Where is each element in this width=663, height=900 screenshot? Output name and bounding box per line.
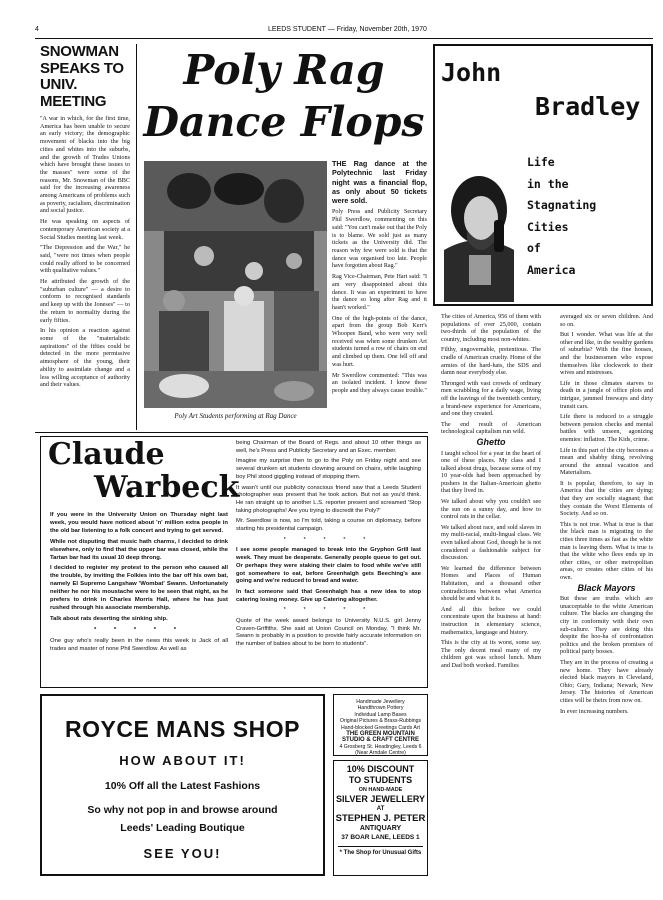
poly-rag-lead: THE Rag dance at the Polytechnic last Friday night was a financial flop, as only about 50 tickets were sold. [332,159,427,206]
royce-line1: HOW ABOUT IT! [119,753,246,768]
royce-title: ROYCE MANS SHOP [65,716,300,742]
royce-line5: SEE YOU! [143,846,222,861]
bradley-portrait [439,150,519,302]
bradley-name-last: Bradley [535,92,641,121]
bradley-col-1: The cities of America, 956 of them with populations of over 25,000, contain two-thirds of the population of the country, including most non-whites. Filthy, ungovernable, pretentious. The cradle of American cruelty. Home of the armies of the hard-hats, the SDS and damn near everybody else. Thronged with vast crowds of ordinary men scrabbling for a daily wage, living off the leavings of the twentieth century, a brand-new experience for Americans, and one they created. The end result of American technological capitalism run wild. Ghetto I taught school for a year in the heart of one of these places. My class and I talked about drugs, because some of my 10 year-olds had been approached by pushers in the Italian-American ghetto that they lived in. We talked about why you couldn't see the sun on a sunny day, and how to control rats in the cellar. We talked about race, and sold slaves in my multi-racial, multi-lingual class. We even talked about God, though he is not considered a fashionable subject for discussion. We learned the difference between Homes and Places of Human Habitation, and a thousand other contradictions between what America should be and what it is. And all this before we could concentrate upon the business at hand: instruction in elementary science, mathematics, language and history. This is the city at its worst, some say. The only decent meal many of my children got was school lunch. Mum and Dad both worked. Families [441,313,541,669]
bradley-name-first: John [441,58,502,87]
claude-col-2: being Chairman of the Board of Regs. and about 10 other things as well, he's Press and Publicity Secretary and an Exec. member. Imagine my surprise then to go to the Poly on Friday night and see several drunken art students clowning around on chairs, while laughing boy Phil stood giggling instead of stopping them. It wasn't until our publicity conscious friend saw that a Leeds Student photographer was present that he took action. But not as you'd think. He ran straight up to another L.S. reporter present and screamed 'Stop taking photographs! Are you trying to discredit the Poly?' Mr. Swerdlow is now, so I'm told, taking a course on diplomacy, before starting his presidential campaign. * * * * * I see some people managed to break into the Gryphon Grill last week. They must be desperate. Generally people queue to get out. Or perhaps they were staking their claim to food while we've still got somewhere to eat, before Greenhalgh gets Beeching's axe going and we're reduced to bread and water. In fact someone said that Greenhalgh has a new idea to stop catering losing money. Give up Catering altogether. * * * * * Quote of the week award belongs to University N.U.S. girl Jenny Craven-Griffiths. She said at Union Council on Monday, "I think Mr. Swann is probably in a position to provide fairly accurate information on the number of babies about to be born to students". [236,440,421,648]
rag-dance-photo [144,161,327,408]
bradley-col-2: averaged six or seven children. And so on. But I wonder. What was life at the other end like, in the wealthy gardens of suburbia? With the fine houses, and the businessmen who expose themselves like clockwork to their wives and mistresses. Life in those climates starves to death in a jungle of office plots and intrigue, jammed freeways and dirty transit cars. Life there is reduced to a struggle between pension checks and mental battles with unseen, agonizing enemies: inflation. The Kids, crime. Life in this part of the city becomes a mean and shabby thing, revolving around the annual vacation and Materialism. It is popular, therefore, to say in America that the cities are dying; that they are socially stagnant; that they contain the Worst Elements of Society. And so on. This is not true. What is true is that the black man is migrating to the cities three times as fast as the white man is leaving them. What is true is that the white who flees ends up in other cities, or other metropolitan areas, or creates other cities of his own. Black Mayors But these are truths which are unacceptable to the white American culture. The blacks are changing the city in conformity with their own sub-culture. They are doing this despite the hoo-ha of confrontation politics and the broken promises of political party bosses. They are in the process of creating a new home. They have already elected black mayors in Cleveland, Ohio; Gary, Indiana; Newark, New Jersey. The histories of American cities will be theirs from now on. In ever increasing numbers. [560,313,653,715]
portrait-image [439,150,519,302]
ghetto-subhead: Ghetto [476,436,506,447]
royce-line2: 10% Off all the Latest Fashions [104,780,261,792]
snowman-body: "A war in which, for the first time, America has been unable to secure an early victory; the demographic movement of blacks into the big cities and whites into the suburbs, and the growth of Trades Unions which have brought these issues to the masses" were some of the reasons, Mr. Snowman of the BBC said for the increasing awareness among Americans of problems such as poverty, racialism, discrimination and social justice. He was speaking on aspects of contemporary American society at a Social Studies meeting last week. "The Depression and the War," he said, "were not times when people could really afford to be concerned with qualitative values." He attributed the growth of the "suburban culture" — a desire to conform to recognised standards and keep up with the Joneses" — to the return to normality during the early fifties. In his opinion a reaction against some of the "materialistic aspirations" of the fifties could be detected in the more permissive atmosphere of the young, their ability to assimilate change and a less willing acceptance of authority and their values. [40,115,130,389]
snowman-article [40,44,130,392]
column-rule [136,44,137,430]
royce-line4: Leeds' Leading Boutique [120,822,245,834]
rag-photo-caption: Poly Art Students performing at Rag Dance [174,412,297,420]
royce-mans-shop-ad [40,694,325,876]
royce-line3: So why not pop in and browse around [87,804,278,816]
header-rule [35,38,653,39]
masthead: LEEDS STUDENT — Friday, November 20th, 1970 [268,26,427,33]
bradley-subhead: Life in the Stagnating Cities of America [527,155,597,277]
claude-warbeck-headline: Claude Warbeck [48,437,240,505]
crowd-photo-image [144,161,327,408]
green-mountain-ad: Handmade Jewellery Handthrown Pottery Individual Lamp Bases Original Pictures & Brass-Rubbings Hand-blocked Greetings Cards Art THE GREEN MOUNTAIN STUDIO & CRAFT CENTRE 4 Grosberg St. Headingley, Leeds 6 (Near Arndale Centre) [333,694,428,756]
snowman-headline: SNOWMAN SPEAKS TO UNIV. MEETING [40,43,124,110]
page-number: 4 [35,26,39,33]
claude-col-1: If you were in the University Union on Thursday night last week, you would have noticed about 'n' million extra people in the old bar listening to a folk concert and trying to get served. While not disputing that music hath charms, I decided to drink elsewhere, only to find that the upper bar was closed, while the Tartan bar had its usual 10 deep throng. I decided to register my protest to the person who caused all the trouble, by inviting the Folkies into the bar off his own bat, namely El Supremo Langshaw 'Wombat' Swann. Unfortunately neither he nor his moustache were to be seen that night, as he prefers to drink in Charles Morris Hall, where he has just rushed through his associate membership. Talk about rats deserting the sinking ship. * * * * * One guy who's really been in the news this week is Jack of all trades and master of none Phil Swerdlow. As well as [50,512,228,652]
stephen-peter-ad: 10% DISCOUNT TO STUDENTS ON HAND-MADE SILVER JEWELLERY AT STEPHEN J. PETER ANTIQUARY 37 BOAR LANE, LEEDS 1 * The Shop for Unusual Gifts [333,760,428,876]
poly-rag-body: THE Rag dance at the Polytechnic last Friday night was a financial flop, as only about 50 tickets were sold. Poly Press and Publicity Secretary Phil Swerdlow, commenting on this said: "You can't make out that the Poly is to blame. We sold just as many tickets as the University did. The reason why few were sold is that the dance was organised too late. People have forgotten about Rag." Rag Vice-Chairman, Pete Hart said: "I am very disappointed about this dance. It was an experiment to have the dance so long after Rag and it hasn't worked." One of the high-points of the dance, apart from the group Bob Kerr's Whoopee Band, who were very well received was when some drunken Art students turned a row of chairs on end and climbed up them. One fell off and was hurt. Mr Swerdlow commented: "This was an isolated incident. I know these people and they always cause trouble." [332,159,427,394]
black-mayors-subhead: Black Mayors [577,582,636,593]
poly-rag-headline: Poly Rag Dance Flops [143,46,425,146]
section-rule [35,432,428,433]
